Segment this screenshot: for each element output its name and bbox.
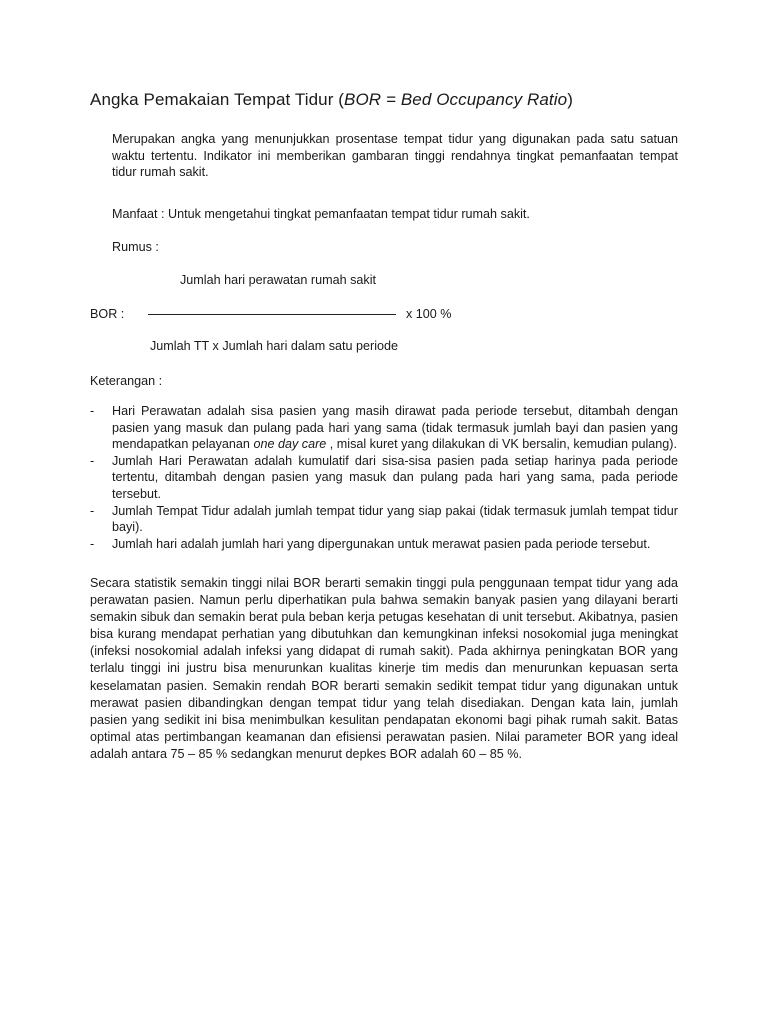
title-italic: BOR = Bed Occupancy Ratio [344, 90, 568, 109]
bullet-dash: - [90, 536, 95, 551]
list-item [90, 536, 678, 553]
intro-paragraph: Merupakan angka yang menunjukkan prosentase tempat tidur yang digunakan pada satu satuan waktu tertentu. Indikator ini memberikan gambaran tinggi rendahnya tingkat pemanfaatan tempat tidur rumah sakit. [112, 132, 678, 180]
item1-italic: one day care [253, 437, 327, 452]
page-title [90, 90, 573, 110]
title-suffix: ) [567, 90, 573, 109]
formula-multiplier: x 100 % [406, 307, 452, 321]
fraction-bar [148, 314, 396, 315]
formula-denominator: Jumlah TT x Jumlah hari dalam satu periode [150, 339, 399, 353]
item1-text-b: , misal kuret yang dilakukan di VK bersalin, kemudian pulang). [326, 437, 677, 452]
rumus-label: Rumus : [112, 240, 159, 254]
list-item [90, 503, 678, 536]
keterangan-list [90, 403, 678, 552]
list-item [90, 403, 678, 453]
item1-text-a: Hari Perawatan adalah sisa pasien yang masih dirawat pada periode tersebut, ditambah dengan pasien yang masuk dan pulang pada hari yang sama (tidak termasuk jumlah bayi dan pasien yang mendapatkan pelayanan [112, 404, 678, 452]
item2-text: Jumlah Hari Perawatan adalah kumulatif dari sisa-sisa pasien pada setiap harinya pada periode tertentu, ditambah dengan pasien yang masuk dan pulang pada hari yang sama, pada periode tersebut. [112, 453, 678, 501]
item4-text: Jumlah hari adalah jumlah hari yang dipergunakan untuk merawat pasien pada periode tersebut. [112, 536, 651, 551]
keterangan-label: Keterangan : [90, 374, 163, 388]
formula-numerator: Jumlah hari perawatan rumah sakit [180, 273, 376, 287]
list-item [90, 453, 678, 503]
bullet-dash: - [90, 453, 95, 468]
formula-lhs: BOR : [90, 307, 125, 321]
manfaat-paragraph: Manfaat : Untuk mengetahui tingkat pemanfaatan tempat tidur rumah sakit. [112, 207, 530, 221]
bullet-dash: - [90, 503, 95, 518]
title-prefix: Angka Pemakaian Tempat Tidur ( [90, 90, 345, 109]
item3-text: Jumlah Tempat Tidur adalah jumlah tempat tidur yang siap pakai (tidak termasuk jumlah tempat tidur bayi). [112, 503, 678, 535]
bullet-dash: - [90, 404, 95, 418]
closing-paragraph: Secara statistik semakin tinggi nilai BOR berarti semakin tinggi pula penggunaan tempat tidur yang ada perawatan pasien. Namun perlu diperhatikan pula bahwa semakin banyak pasien yang dilayani berarti semakin sibuk dan semakin berat pula beban kerja petugas kesehatan di unit tersebut. Akibatnya, pasien bisa kurang mendapat perhatian yang dibutuhkan dan kemungkinan infeksi nosokomial juga meningkat (infeksi nosokomial adalah infeksi yang didapat di rumah sakit). Pada akhirnya peningkatan BOR yang terlalu tinggi ini justru bisa menurunkan kualitas kinerje tim medis dan menurunkan kepuasan serta keselamatan pasien. Semakin rendah BOR berarti semakin sedikit tempat tidur yang digunakan untuk merawat pasien dibandingkan dengan tempat tidur yang telah disediakan. Dengan kata lain, jumlah pasien yang sedikit ini bisa menimbulkan kesulitan pendapatan ekonomi bagi pihak rumah sakit. Batas optimal atas pertimbangan keamanan dan efisiensi perawatan pasien. Nilai parameter BOR yang ideal adalah antara 75 – 85 % sedangkan menurut depkes BOR adalah 60 – 85 %. [90, 576, 678, 761]
